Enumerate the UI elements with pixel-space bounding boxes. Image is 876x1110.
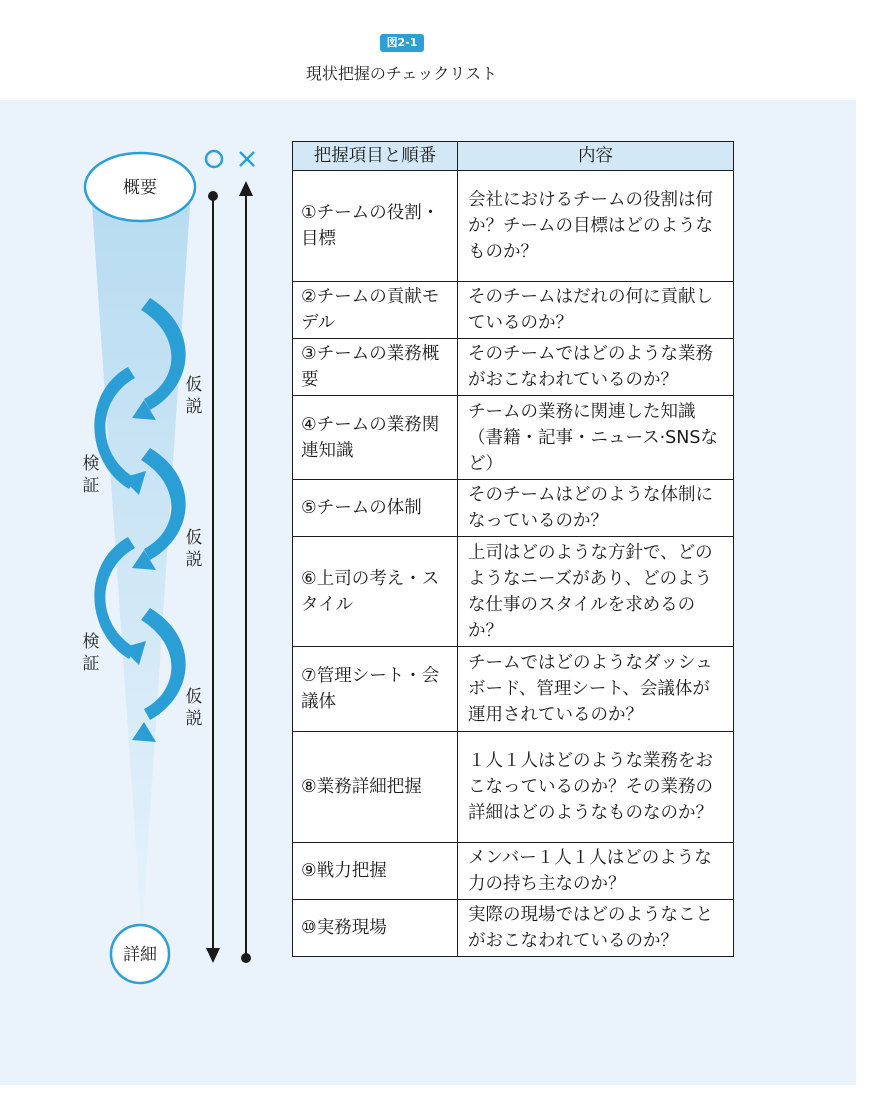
item-cell: ②チームの貢献モデル <box>293 282 458 339</box>
table-row <box>293 396 734 480</box>
up-line-arrowhead <box>239 181 253 196</box>
item-cell: ⑧業務詳細把握 <box>293 732 458 843</box>
overview-node-label: 概要 <box>123 178 157 198</box>
table-row <box>293 171 734 282</box>
item-cell: ⑥上司の考え・スタイル <box>293 537 458 647</box>
table-row <box>293 282 734 339</box>
hypothesis-label-2: 仮 説 <box>185 528 203 570</box>
figure-number-badge: 図2-1 <box>380 34 424 52</box>
table-row <box>293 647 734 732</box>
content-cell: 会社におけるチームの役割は何か？チームの目標はどのようなものか？ <box>458 171 734 282</box>
table-row <box>293 537 734 647</box>
item-cell: ④チームの業務関連知識 <box>293 396 458 480</box>
content-cell: １人１人はどのような業務をおこなっているのか？その業務の詳細はどのようなものなのか？ <box>458 732 734 843</box>
header-content: 内容 <box>458 142 734 171</box>
checklist-table <box>292 141 734 957</box>
content-cell: チームではどのようなダッシュボード、管理シート、会議体が運用されているのか？ <box>458 647 734 732</box>
item-cell: ⑩実務現場 <box>293 900 458 957</box>
item-cell: ⑦管理シート・会議体 <box>293 647 458 732</box>
content-cell: メンバー１人１人はどのような力の持ち主なのか？ <box>458 843 734 900</box>
down-line-start-dot <box>208 191 218 201</box>
table-row <box>293 843 734 900</box>
item-cell: ③チームの業務概要 <box>293 339 458 396</box>
table-row <box>293 732 734 843</box>
header-item-order: 把握項目と順番 <box>293 142 458 171</box>
content-cell: そのチームはどのような体制になっているのか？ <box>458 480 734 537</box>
content-cell: そのチームはだれの何に貢献しているのか？ <box>458 282 734 339</box>
verification-label-1: 検 証 <box>82 454 100 496</box>
cross-icon <box>236 148 258 175</box>
figure-title: 現状把握のチェックリスト <box>305 64 498 83</box>
verification-label-2: 検 証 <box>82 632 100 674</box>
table-row <box>293 480 734 537</box>
table-header-row <box>293 142 734 171</box>
content-cell: そのチームではどのような業務がおこなわれているのか？ <box>458 339 734 396</box>
table-row <box>293 339 734 396</box>
content-cell: 実際の現場ではどのようなことがおこなわれているのか？ <box>458 900 734 957</box>
item-cell: ⑨戦力把握 <box>293 843 458 900</box>
content-cell: 上司はどのような方針で、どのようなニーズがあり、どのような仕事のスタイルを求めるのか？ <box>458 537 734 647</box>
detail-node-label: 詳細 <box>123 945 157 965</box>
hypothesis-label-1: 仮 説 <box>185 375 203 417</box>
hypothesis-label-3: 仮 説 <box>185 687 203 729</box>
item-cell: ①チームの役割・目標 <box>293 171 458 282</box>
down-line-arrowhead <box>206 948 220 963</box>
content-cell: チームの業務に関連した知識（書籍・記事・ニュース·SNSなど） <box>458 396 734 480</box>
circle-icon <box>203 148 225 175</box>
item-cell: ⑤チームの体制 <box>293 480 458 537</box>
table-row <box>293 900 734 957</box>
up-line-end-dot <box>241 953 251 963</box>
